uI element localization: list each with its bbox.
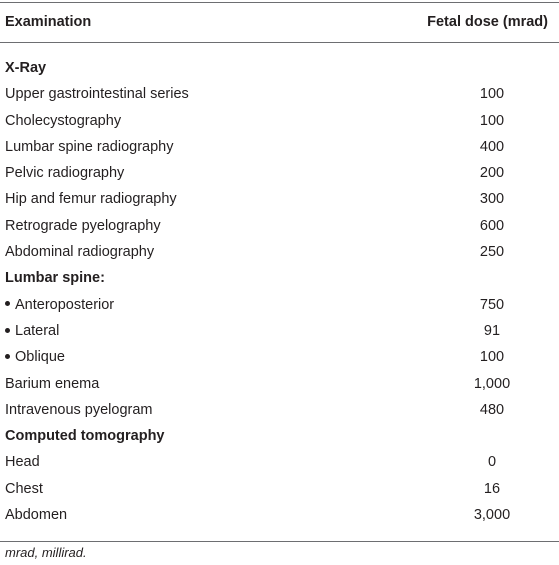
examination-label: Pelvic radiography [5, 165, 125, 182]
examination-label: Lumbar spine: [5, 270, 105, 287]
examination-cell [5, 481, 43, 497]
fetal-dose-cell: 16 [483, 480, 501, 497]
table-bottom-rule [0, 541, 559, 542]
fetal-dose-cell: 1,000 [473, 375, 511, 392]
examination-label: Abdominal radiography [5, 244, 155, 261]
table-section-row [0, 56, 559, 82]
table-row [0, 503, 559, 529]
table-section-row [0, 266, 559, 292]
examination-cell [5, 454, 40, 470]
examination-label: Lumbar spine radiography [5, 138, 174, 155]
fetal-dose-cell: 200 [479, 165, 505, 182]
examination-label: Lateral [15, 322, 60, 339]
fetal-dose-cell: 600 [479, 217, 505, 234]
examination-cell [5, 376, 99, 392]
examination-label: Head [5, 454, 40, 471]
table-row [0, 240, 559, 266]
examination-cell [5, 86, 189, 102]
examination-label: Intravenous pyelogram [5, 401, 153, 418]
fetal-dose-cell: 250 [479, 244, 505, 261]
column-header-examination: Examination [5, 14, 92, 30]
table-row [0, 450, 559, 476]
fetal-dose-cell: 400 [479, 138, 505, 155]
examination-label: X-Ray [5, 60, 47, 76]
table-body [0, 56, 559, 529]
examination-label: Barium enema [5, 375, 100, 392]
examination-cell [5, 139, 173, 155]
section-heading [5, 60, 46, 76]
bullet-icon [5, 328, 10, 333]
fetal-dose-cell: 0 [487, 454, 497, 471]
table-row [0, 345, 559, 371]
examination-cell [5, 349, 65, 365]
examination-cell [5, 244, 154, 260]
examination-cell [5, 191, 177, 207]
examination-label: Upper gastrointestinal series [5, 86, 189, 103]
table-row [0, 82, 559, 108]
examination-cell [5, 218, 161, 234]
examination-cell [5, 113, 121, 129]
fetal-dose-cell: 100 [479, 349, 505, 366]
table-row [0, 161, 559, 187]
table-row [0, 319, 559, 345]
table-row [0, 109, 559, 135]
fetal-dose-cell: 91 [483, 322, 501, 339]
fetal-dose-cell: 480 [479, 401, 505, 418]
section-heading [5, 270, 105, 286]
table-header-rule [0, 42, 559, 43]
examination-label: Oblique [15, 349, 65, 366]
table-footnote: mrad, millirad. [5, 545, 87, 560]
examination-label: Retrograde pyelography [5, 217, 161, 234]
table-row [0, 293, 559, 319]
section-heading [5, 428, 165, 444]
bullet-icon [5, 301, 10, 306]
examination-label: Abdomen [5, 507, 68, 524]
fetal-dose-cell: 750 [479, 296, 505, 313]
table-section-row [0, 424, 559, 450]
table-row [0, 187, 559, 213]
examination-label: Hip and femur radiography [5, 191, 177, 208]
fetal-dose-cell: 100 [479, 86, 505, 103]
table-row [0, 214, 559, 240]
fetal-dose-cell: 3,000 [473, 507, 511, 524]
examination-label: Chest [5, 480, 43, 497]
table-row [0, 398, 559, 424]
column-header-fetal-dose: Fetal dose (mrad) [427, 14, 548, 30]
examination-cell [5, 402, 153, 418]
fetal-dose-cell: 300 [479, 191, 505, 208]
bullet-icon [5, 354, 10, 359]
examination-label: Cholecystography [5, 112, 122, 129]
examination-cell [5, 323, 59, 339]
fetal-dose-cell: 100 [479, 112, 505, 129]
examination-cell [5, 507, 67, 523]
examination-label: Anteroposterior [15, 296, 115, 313]
table-header [0, 2, 559, 42]
examination-label: Computed tomography [5, 428, 165, 445]
table-row [0, 372, 559, 398]
table-row [0, 477, 559, 503]
examination-cell [5, 165, 124, 181]
examination-cell [5, 297, 114, 313]
table-row [0, 135, 559, 161]
